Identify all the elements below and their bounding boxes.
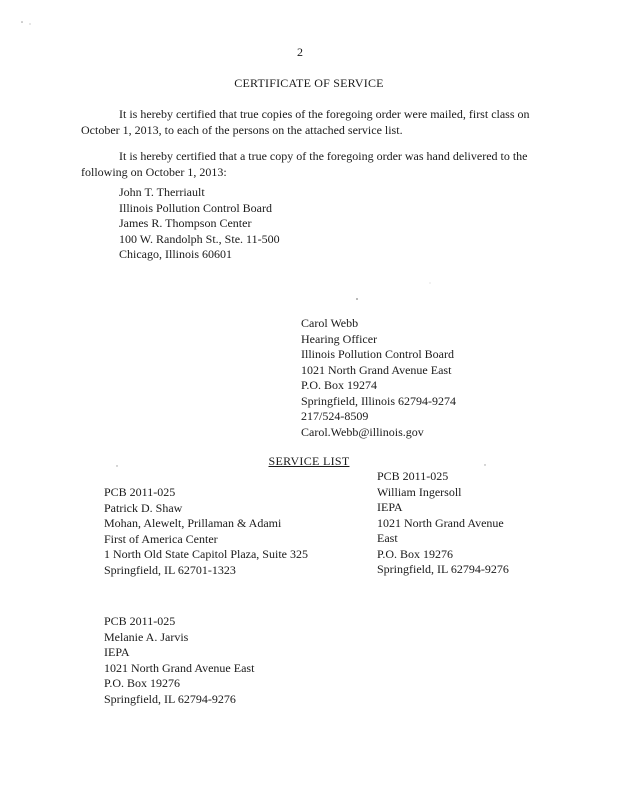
hand-delivery-address — [119, 185, 280, 263]
address-line: Illinois Pollution Control Board — [119, 200, 273, 215]
service-line: IEPA — [377, 500, 403, 514]
paragraph-mailed-text: It is hereby certified that true copies of the foregoing order were mailed, first class on October 1, 2013, to each of the persons on the attached service list. — [81, 107, 530, 137]
paragraph-mailed — [81, 106, 531, 138]
service-line: 1021 North Grand Avenue East — [104, 660, 255, 675]
service-line: PCB 2011-025 — [377, 469, 449, 483]
service-line: 1021 North Grand Avenue — [377, 515, 504, 530]
service-line: Springfield, IL 62794-9276 — [104, 691, 236, 706]
service-line: Patrick D. Shaw — [104, 500, 183, 515]
service-line: East — [377, 531, 398, 545]
service-line: Springfield, IL 62794-9276 — [377, 562, 509, 576]
certificate-title: CERTIFICATE OF SERVICE — [234, 76, 384, 90]
service-list-title: SERVICE LIST — [268, 454, 350, 468]
page-number: 2 — [297, 45, 303, 59]
service-entry-shaw — [104, 485, 308, 578]
signatory-phone: 217/524-8509 — [301, 409, 369, 423]
service-entry-jarvis — [104, 614, 254, 707]
service-line: First of America Center — [104, 531, 218, 546]
service-line: Mohan, Alewelt, Prillaman & Adami — [104, 516, 282, 530]
address-line: John T. Therriault — [119, 185, 205, 199]
signatory-line: Illinois Pollution Control Board — [301, 347, 455, 361]
signatory-line: P.O. Box 19274 — [301, 378, 378, 392]
signatory-name: Carol Webb — [301, 316, 359, 330]
service-line: PCB 2011-025 — [104, 614, 176, 628]
address-line: 100 W. Randolph St., Ste. 11-500 — [119, 231, 280, 246]
service-line: Melanie A. Jarvis — [104, 629, 189, 644]
signatory-line: 1021 North Grand Avenue East — [301, 362, 452, 377]
paragraph-hand-delivered-text: It is hereby certified that a true copy of the foregoing order was hand delivered to the following on October 1, 2013: — [81, 149, 528, 179]
service-line: P.O. Box 19276 — [104, 676, 181, 690]
paragraph-hand-delivered — [81, 148, 531, 180]
service-line: William Ingersoll — [377, 484, 462, 499]
service-entry-ingersoll — [377, 469, 509, 578]
signatory-block — [301, 316, 456, 440]
signatory-title: Hearing Officer — [301, 331, 378, 346]
service-line: IEPA — [104, 645, 130, 659]
service-line: 1 North Old State Capitol Plaza, Suite 325 — [104, 547, 308, 561]
signatory-email: Carol.Webb@illinois.gov — [301, 424, 424, 439]
service-line: PCB 2011-025 — [104, 485, 176, 499]
signatory-line: Springfield, Illinois 62794-9274 — [301, 393, 456, 408]
address-line: James R. Thompson Center — [119, 216, 252, 230]
service-line: P.O. Box 19276 — [377, 546, 454, 561]
service-line: Springfield, IL 62701-1323 — [104, 562, 236, 577]
address-line: Chicago, Illinois 60601 — [119, 247, 232, 261]
